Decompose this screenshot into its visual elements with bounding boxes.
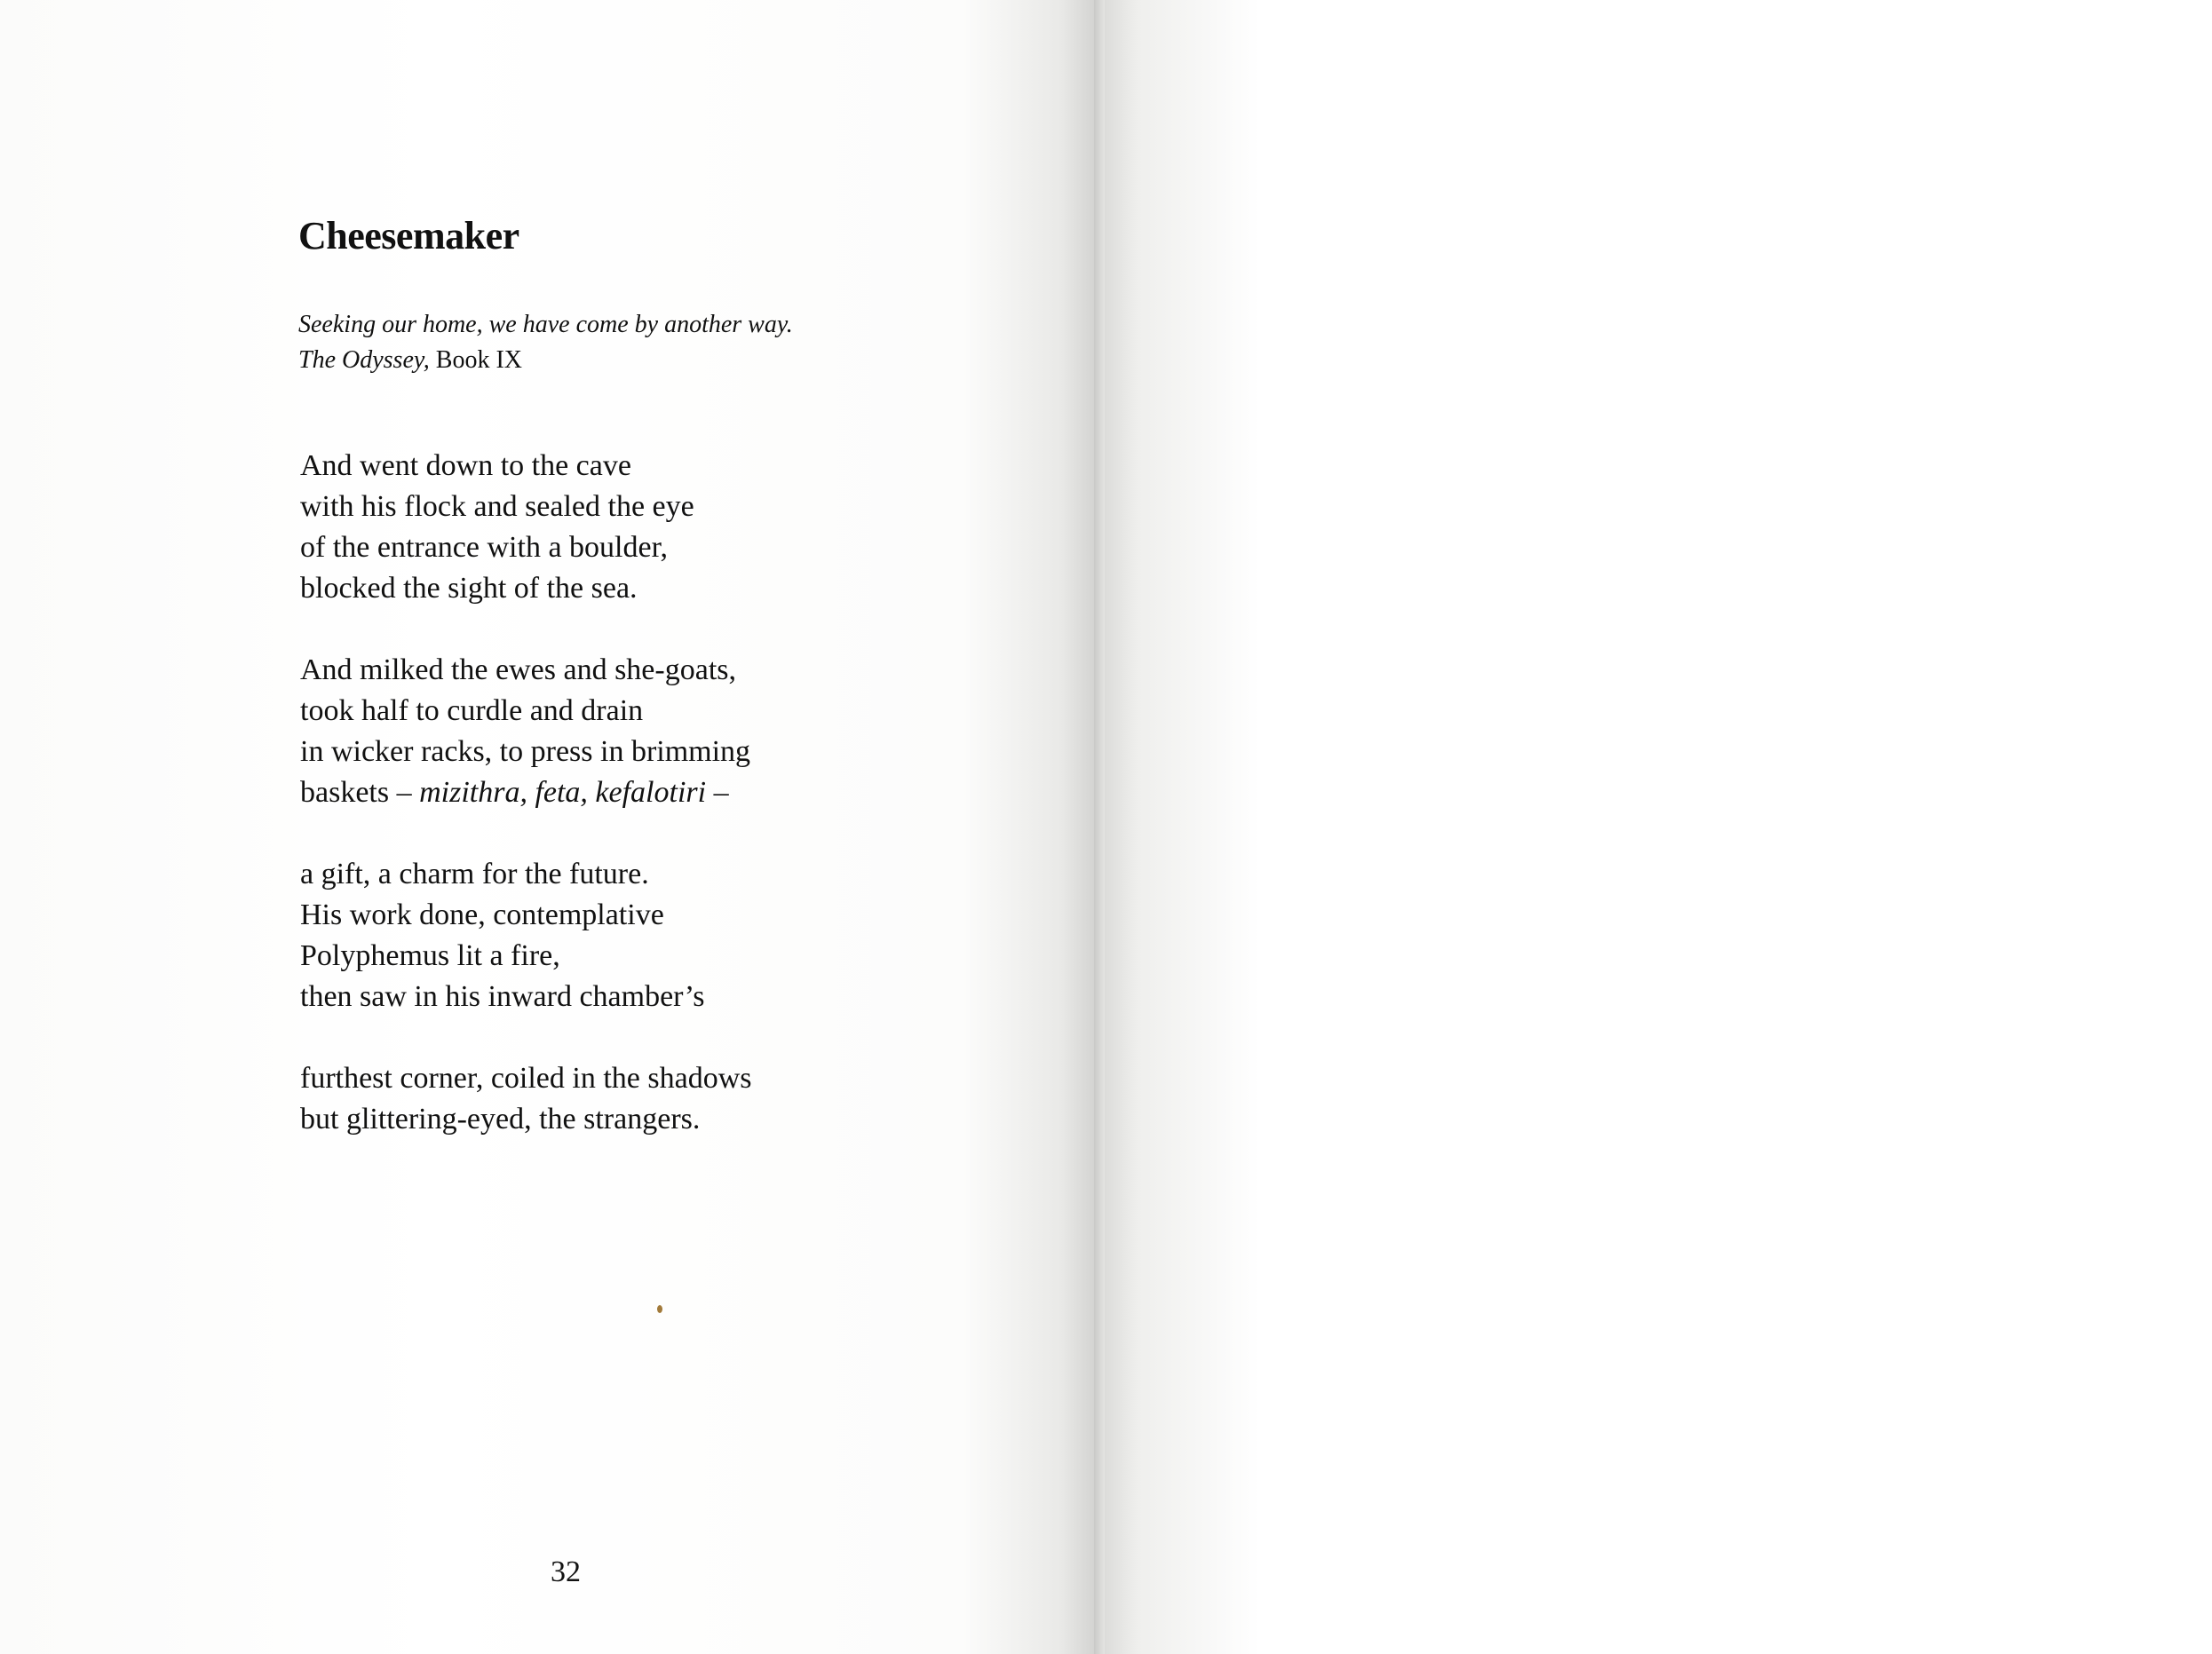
book-gutter <box>1094 0 1105 1654</box>
cheese-names: mizithra, feta, kefalotiri <box>419 776 707 809</box>
poem-title: Cheesemaker <box>298 214 519 257</box>
stanza-4 <box>300 1058 752 1140</box>
poem-line-tail: – <box>706 776 729 809</box>
poem-line: furthest corner, coiled in the shadows <box>300 1062 752 1095</box>
poem-body <box>300 446 752 1181</box>
poem-line: with his flock and sealed the eye <box>300 490 694 523</box>
epigraph-source <box>298 343 793 378</box>
poem-line: And went down to the cave <box>300 449 631 482</box>
epigraph-source-book: Book IX <box>435 346 522 374</box>
poem-line: but glittering-eyed, the strangers. <box>300 1103 701 1136</box>
stanza-3 <box>300 854 752 1017</box>
poem-line: a gift, a charm for the future. <box>300 858 649 890</box>
poem-line: Polyphemus lit a fire, <box>300 939 560 972</box>
poem-line: took half to curdle and drain <box>300 694 644 727</box>
page-number: 32 <box>551 1555 581 1588</box>
right-page <box>1105 0 2212 1654</box>
poem-line-plain: baskets – <box>300 776 420 809</box>
poem-line: then saw in his inward chamber’s <box>300 980 705 1013</box>
paper-speck <box>657 1305 662 1313</box>
stanza-2 <box>300 650 752 813</box>
poem-line: And milked the ewes and she-goats, <box>300 653 736 686</box>
epigraph-quote: Seeking our home, we have come by another way. <box>298 311 793 338</box>
stanza-1 <box>300 446 752 609</box>
poem-line: His work done, contemplative <box>300 898 664 931</box>
poem-line <box>300 772 752 813</box>
poem-line: of the entrance with a boulder, <box>300 531 669 564</box>
epigraph <box>298 307 793 378</box>
left-page <box>0 0 1094 1654</box>
epigraph-source-work: The Odyssey, <box>298 346 430 374</box>
poem-line: blocked the sight of the sea. <box>300 572 638 605</box>
poem-line: in wicker racks, to press in brimming <box>300 735 751 768</box>
